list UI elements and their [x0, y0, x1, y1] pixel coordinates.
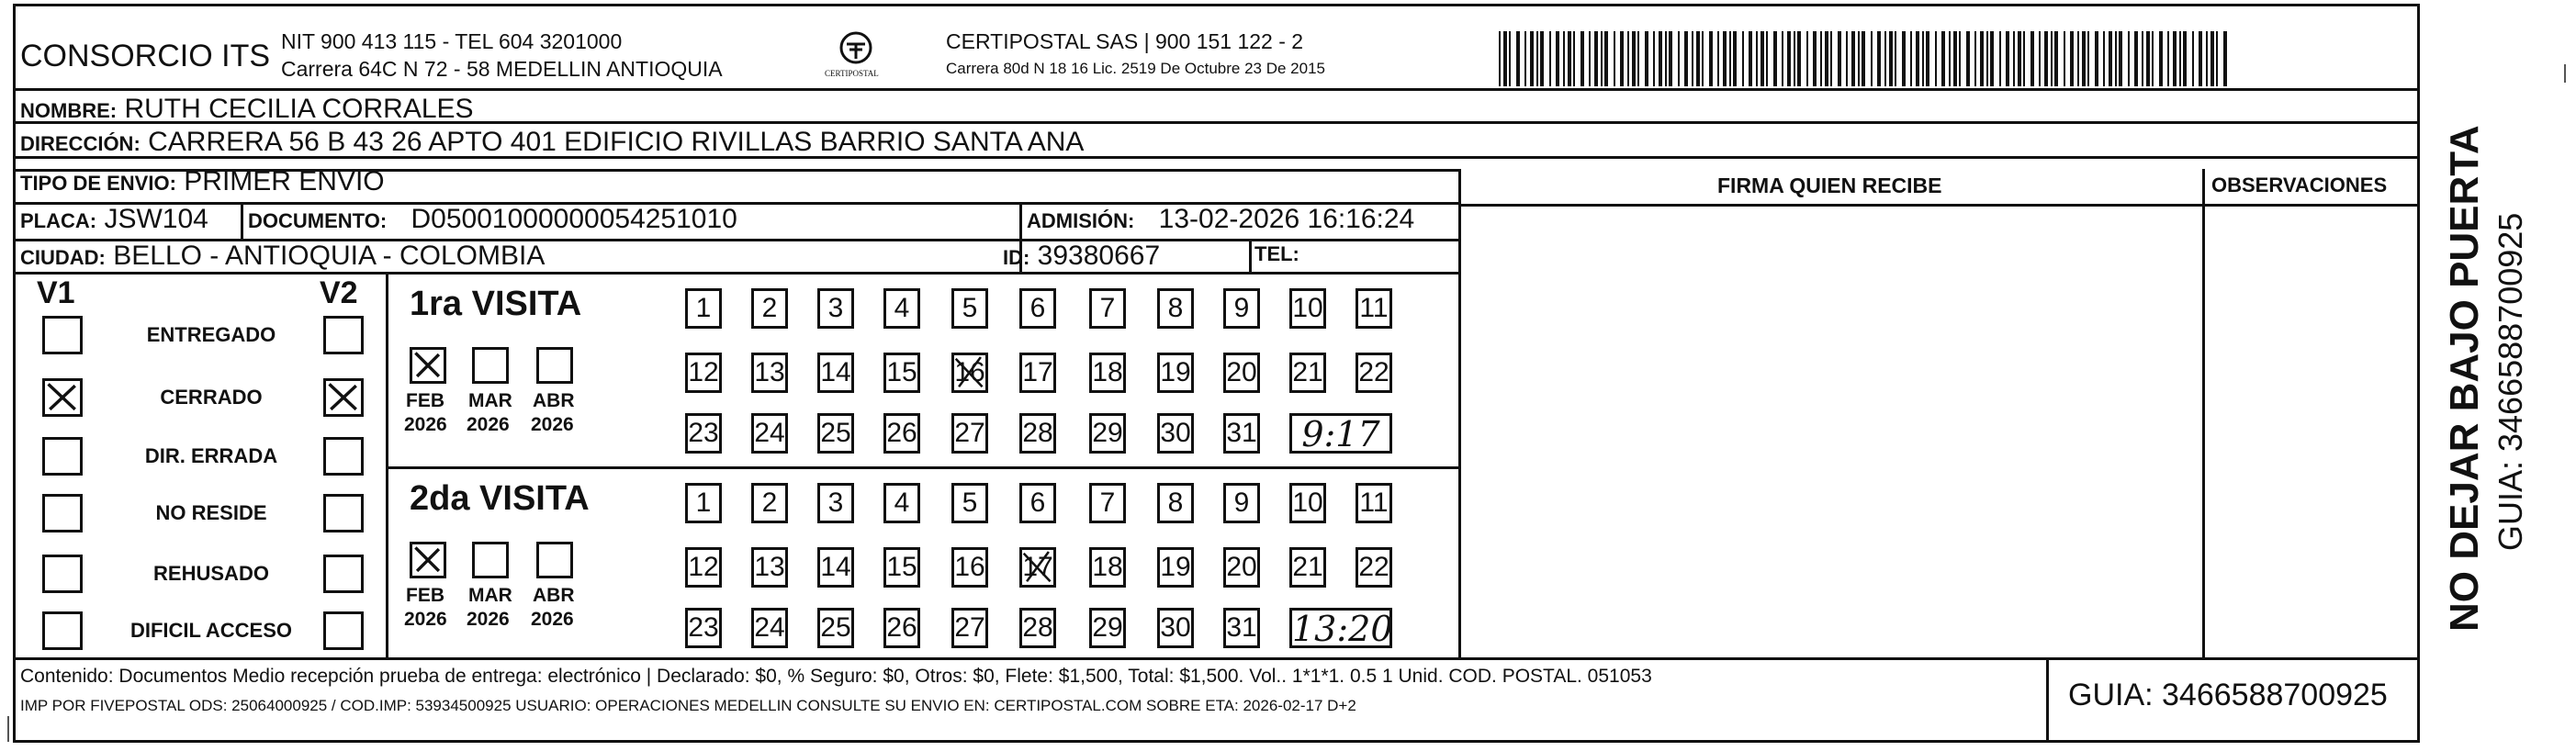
company-name: CONSORCIO ITS	[20, 39, 271, 73]
v2-checkbox[interactable]	[323, 611, 364, 650]
day-number: 24	[754, 418, 785, 448]
status-label: DIFICIL ACCESO	[129, 619, 292, 642]
v2-checkbox[interactable]	[323, 494, 364, 532]
day-box[interactable]	[883, 288, 920, 329]
status-label: DIR. ERRADA	[144, 444, 278, 467]
day-number: 3	[827, 293, 844, 323]
day-box[interactable]	[817, 547, 854, 588]
day-number: 1	[695, 293, 712, 323]
month-checkbox[interactable]	[536, 347, 573, 384]
id-value: 39380667	[1037, 241, 1161, 271]
day-number: 2	[761, 488, 778, 518]
day-number: 8	[1167, 293, 1184, 323]
v2-checkbox[interactable]	[323, 316, 364, 354]
day-number: 25	[820, 418, 851, 448]
day-number: 30	[1160, 612, 1191, 643]
logo-text: CERTIPOSTAL	[825, 69, 879, 78]
admision-row	[1027, 206, 1414, 233]
certipostal-license: Carrera 80d N 18 16 Lic. 2519 De Octubre 23 De 2015	[946, 60, 1325, 77]
nombre-value: RUTH CECILIA CORRALES	[124, 94, 474, 124]
day-box[interactable]	[751, 288, 788, 329]
month-checkbox[interactable]	[472, 542, 509, 578]
day-box[interactable]	[883, 353, 920, 393]
day-box[interactable]	[751, 608, 788, 648]
day-number: 31	[1226, 418, 1257, 448]
day-number: 22	[1358, 552, 1389, 582]
day-number: 2	[761, 293, 778, 323]
admision-value: 13-02-2026 16:16:24	[1158, 204, 1415, 234]
month-label: ABR	[533, 585, 575, 606]
day-number: 26	[886, 612, 917, 643]
documento-row	[248, 206, 737, 233]
status-label: NO RESIDE	[155, 501, 267, 524]
day-number: 18	[1092, 552, 1123, 582]
day-number: 6	[1029, 293, 1046, 323]
month-year: 2026	[531, 414, 574, 435]
day-box[interactable]	[751, 353, 788, 393]
day-box[interactable]	[1157, 288, 1194, 329]
v1-checkbox[interactable]	[42, 378, 83, 417]
visit-title: 2da VISITA	[410, 479, 590, 518]
day-box[interactable]	[1019, 608, 1056, 648]
company-address: Carrera 64C N 72 - 58 MEDELLIN ANTIOQUIA	[281, 57, 723, 81]
day-box[interactable]	[1019, 483, 1056, 523]
day-box[interactable]	[685, 288, 722, 329]
day-box[interactable]	[1355, 483, 1392, 523]
day-number: 18	[1092, 357, 1123, 387]
day-number: 1	[695, 488, 712, 518]
day-box[interactable]	[1223, 288, 1260, 329]
day-box[interactable]	[685, 608, 722, 648]
day-box[interactable]	[1089, 353, 1126, 393]
day-box[interactable]	[883, 608, 920, 648]
month-checkbox[interactable]	[536, 542, 573, 578]
day-box[interactable]	[951, 547, 988, 588]
firma-header: FIRMA QUIEN RECIBE	[1717, 174, 1942, 197]
day-cross-mark	[1022, 550, 1053, 585]
day-number: 4	[894, 488, 910, 518]
day-number: 6	[1029, 488, 1046, 518]
day-box[interactable]	[1223, 413, 1260, 454]
handwritten-time: 9:17	[1289, 413, 1392, 454]
month-year: 2026	[467, 609, 510, 630]
placa-row	[20, 206, 208, 233]
v1-checkbox[interactable]	[42, 437, 83, 476]
footer-guia: GUIA: 3466588700925	[2068, 678, 2388, 712]
tipo-value: PRIMER ENVIO	[184, 166, 385, 196]
day-number: 12	[688, 357, 719, 387]
day-box[interactable]	[1089, 608, 1126, 648]
firma-area[interactable]	[1462, 207, 2200, 656]
day-number: 15	[886, 552, 917, 582]
id-label: ID:	[1003, 246, 1030, 269]
day-number: 20	[1226, 357, 1257, 387]
footer-line-2: IMP POR FIVEPOSTAL ODS: 25064000925 / COD.IMP: 53934500925 USUARIO: OPERACIONES MEDELLIN CONSULTE SU ENVIO EN: CERTIPOSTAL.COM SOBRE ETA: 2026-02-17 D+2	[20, 697, 1356, 714]
nombre-row	[20, 95, 474, 123]
day-box[interactable]	[1355, 547, 1392, 588]
tel-row	[1254, 244, 1299, 264]
day-box[interactable]	[751, 413, 788, 454]
status-label: REHUSADO	[153, 562, 269, 585]
day-box[interactable]	[1019, 413, 1056, 454]
day-box[interactable]	[685, 483, 722, 523]
day-box[interactable]	[1019, 547, 1056, 588]
v1-checkbox[interactable]	[42, 611, 83, 650]
day-box[interactable]	[817, 288, 854, 329]
day-box[interactable]	[817, 413, 854, 454]
day-number: 10	[1292, 293, 1323, 323]
day-number: 17	[1022, 357, 1053, 387]
day-box[interactable]	[951, 483, 988, 523]
day-number: 22	[1358, 357, 1389, 387]
day-number: 9	[1233, 293, 1250, 323]
month-checkbox[interactable]	[472, 347, 509, 384]
v2-checkbox[interactable]	[323, 437, 364, 476]
day-number: 16	[954, 357, 985, 387]
month-year: 2026	[404, 414, 447, 435]
day-number: 29	[1092, 418, 1123, 448]
day-box[interactable]	[951, 353, 988, 393]
day-number: 26	[886, 418, 917, 448]
day-box[interactable]	[1089, 288, 1126, 329]
day-box[interactable]	[1019, 353, 1056, 393]
company-nit: NIT 900 413 115 - TEL 604 3201000	[281, 29, 623, 53]
visit-title: 1ra VISITA	[410, 285, 582, 323]
day-number: 9	[1233, 488, 1250, 518]
day-box[interactable]	[951, 413, 988, 454]
direccion-row	[20, 129, 1084, 156]
ciudad-row	[20, 242, 545, 270]
v1-header: V1	[37, 275, 75, 310]
day-box[interactable]	[685, 353, 722, 393]
day-number: 13	[754, 552, 785, 582]
direccion-label: DIRECCIÓN:	[20, 132, 141, 155]
day-box[interactable]	[817, 608, 854, 648]
placa-label: PLACA:	[20, 209, 97, 232]
day-box[interactable]	[817, 483, 854, 523]
day-number: 19	[1160, 552, 1191, 582]
certipostal-logo-icon	[819, 28, 893, 83]
admision-label: ADMISIÓN:	[1027, 209, 1135, 232]
tel-label: TEL:	[1254, 242, 1299, 265]
day-box[interactable]	[1289, 483, 1326, 523]
day-box[interactable]	[1355, 353, 1392, 393]
day-box[interactable]	[1289, 547, 1326, 588]
month-label: FEB	[406, 585, 444, 606]
v2-header: V2	[320, 275, 358, 310]
day-box[interactable]	[1157, 608, 1194, 648]
v1-checkbox[interactable]	[42, 316, 83, 354]
side-guia: GUIA: 3466588700925	[2492, 212, 2529, 551]
day-box[interactable]	[1019, 288, 1056, 329]
id-row	[1003, 242, 1160, 270]
day-number: 23	[688, 612, 719, 643]
day-number: 19	[1160, 357, 1191, 387]
day-box[interactable]	[1223, 353, 1260, 393]
margin-mark	[7, 716, 9, 742]
side-warning: NO DEJAR BAJO PUERTA	[2442, 125, 2487, 632]
day-box[interactable]	[751, 547, 788, 588]
day-number: 14	[820, 357, 851, 387]
status-label: ENTREGADO	[146, 323, 276, 346]
day-number: 27	[954, 612, 985, 643]
footer-line-1: Contenido: Documentos Medio recepción prueba de entrega: electrónico | Declarado: $0, % Seguro: $0, Otros: $0, Flete: $1,500, Total: $1,500. Vol.. 1*1*1. 0.5 1 Unid. COD. POSTAL. 051053	[20, 666, 1652, 687]
day-box[interactable]	[1157, 483, 1194, 523]
day-box[interactable]	[951, 608, 988, 648]
day-number: 5	[962, 488, 978, 518]
documento-label: DOCUMENTO:	[248, 209, 388, 232]
tipo-row	[20, 168, 385, 196]
month-label: FEB	[406, 390, 444, 411]
day-box[interactable]	[1157, 413, 1194, 454]
day-number: 29	[1092, 612, 1123, 643]
v1-checkbox[interactable]	[42, 555, 83, 593]
day-number: 17	[1022, 552, 1053, 582]
direccion-value: CARRERA 56 B 43 26 APTO 401 EDIFICIO RIVILLAS BARRIO SANTA ANA	[148, 127, 1085, 157]
day-number: 11	[1359, 488, 1389, 518]
day-number: 15	[886, 357, 917, 387]
v2-checkbox[interactable]	[323, 378, 364, 417]
day-number: 25	[820, 612, 851, 643]
month-checkbox[interactable]	[410, 542, 446, 578]
day-box[interactable]	[1223, 547, 1260, 588]
month-year: 2026	[404, 609, 447, 630]
day-number: 7	[1099, 293, 1116, 323]
v2-checkbox[interactable]	[323, 555, 364, 593]
day-number: 10	[1292, 488, 1323, 518]
day-number: 28	[1022, 612, 1053, 643]
observaciones-header: OBSERVACIONES	[2211, 174, 2388, 196]
day-box[interactable]	[1289, 353, 1326, 393]
day-box[interactable]	[685, 413, 722, 454]
day-box[interactable]	[1223, 483, 1260, 523]
month-checkbox[interactable]	[410, 347, 446, 384]
day-box[interactable]	[1157, 547, 1194, 588]
day-number: 13	[754, 357, 785, 387]
observaciones-area[interactable]	[2206, 207, 2415, 656]
day-number: 14	[820, 552, 851, 582]
day-box[interactable]	[1355, 288, 1392, 329]
day-box[interactable]	[951, 288, 988, 329]
month-label: MAR	[468, 585, 512, 606]
nombre-label: NOMBRE:	[20, 99, 118, 122]
day-cross-mark	[954, 355, 985, 390]
day-number: 30	[1160, 418, 1191, 448]
status-label: CERRADO	[160, 386, 263, 409]
day-number: 7	[1099, 488, 1116, 518]
v1-checkbox[interactable]	[42, 494, 83, 532]
tipo-label: TIPO DE ENVIO:	[20, 172, 176, 195]
day-box[interactable]	[1157, 353, 1194, 393]
certipostal-line: CERTIPOSTAL SAS | 900 151 122 - 2	[946, 29, 1304, 53]
barcode	[1499, 31, 2233, 86]
day-number: 31	[1226, 612, 1257, 643]
day-number: 20	[1226, 552, 1257, 582]
day-box[interactable]	[1223, 608, 1260, 648]
documento-value: D05001000000054251010	[411, 204, 737, 234]
placa-value: JSW104	[104, 204, 208, 234]
month-label: ABR	[533, 390, 575, 411]
day-number: 4	[894, 293, 910, 323]
month-year: 2026	[531, 609, 574, 630]
day-number: 16	[954, 552, 985, 582]
day-number: 21	[1292, 552, 1323, 582]
day-box[interactable]	[1089, 547, 1126, 588]
day-number: 21	[1292, 357, 1323, 387]
day-box[interactable]	[883, 547, 920, 588]
day-box[interactable]	[1089, 413, 1126, 454]
month-year: 2026	[467, 414, 510, 435]
day-number: 28	[1022, 418, 1053, 448]
day-number: 27	[954, 418, 985, 448]
day-box[interactable]	[883, 483, 920, 523]
day-box[interactable]	[817, 353, 854, 393]
day-number: 24	[754, 612, 785, 643]
margin-mark	[2564, 64, 2566, 83]
day-box[interactable]	[1289, 288, 1326, 329]
ciudad-value: BELLO - ANTIOQUIA - COLOMBIA	[113, 241, 546, 271]
day-number: 5	[962, 293, 978, 323]
handwritten-time: 13:20	[1289, 608, 1392, 648]
day-number: 8	[1167, 488, 1184, 518]
day-number: 23	[688, 418, 719, 448]
day-box[interactable]	[685, 547, 722, 588]
ciudad-label: CIUDAD:	[20, 246, 106, 269]
month-label: MAR	[468, 390, 512, 411]
day-box[interactable]	[751, 483, 788, 523]
day-number: 3	[827, 488, 844, 518]
day-box[interactable]	[883, 413, 920, 454]
day-box[interactable]	[1089, 483, 1126, 523]
day-number: 12	[688, 552, 719, 582]
day-number: 11	[1359, 293, 1389, 323]
